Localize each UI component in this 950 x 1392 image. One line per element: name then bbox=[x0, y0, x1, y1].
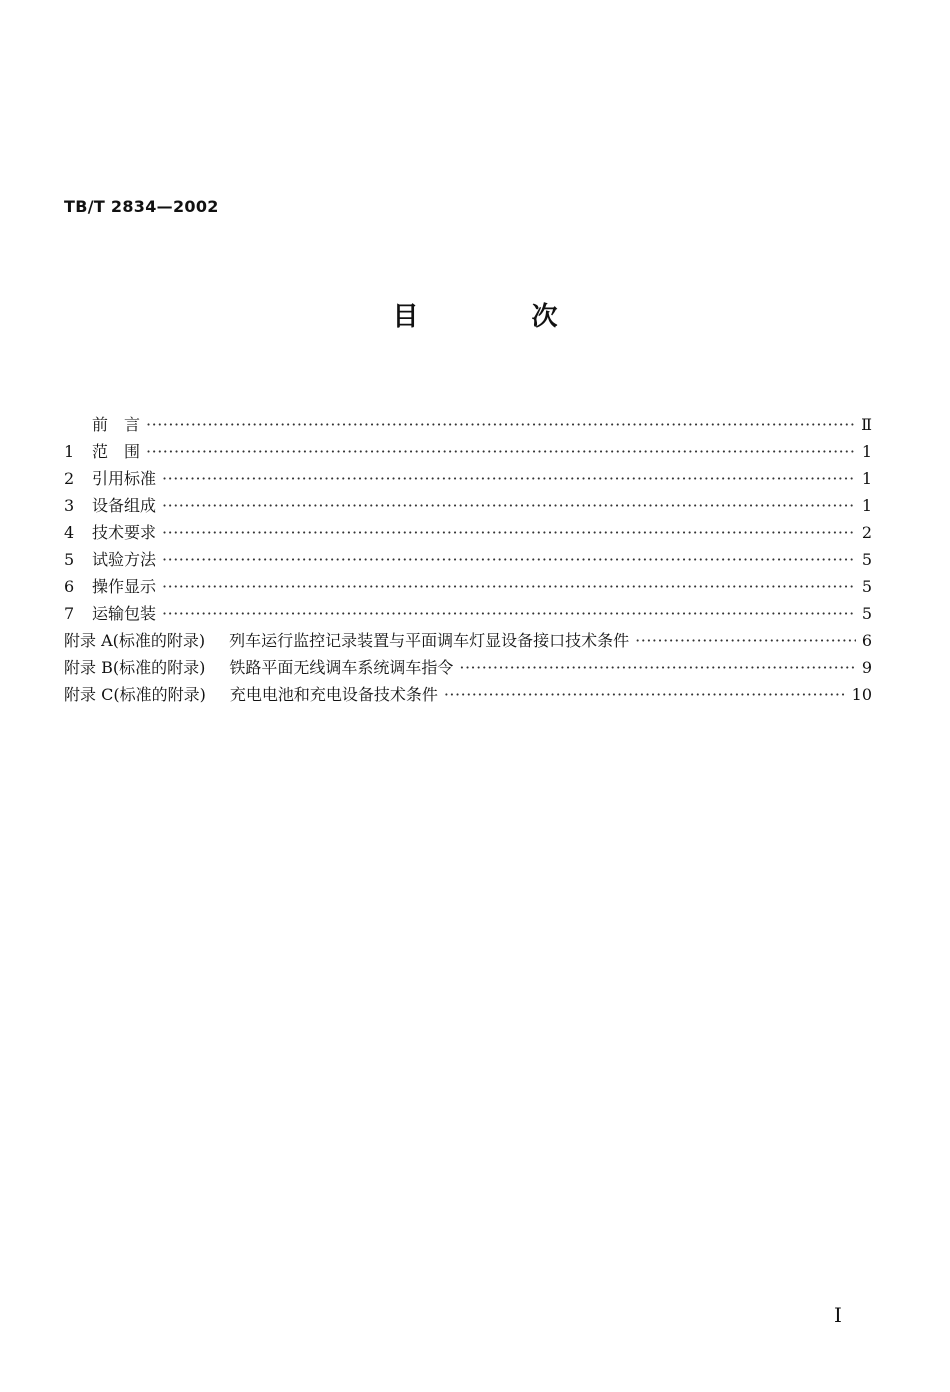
toc-number: 6 bbox=[64, 577, 75, 596]
toc-entry-packaging[interactable] bbox=[64, 600, 872, 627]
toc-page-number: 1 bbox=[861, 469, 872, 488]
toc-number: 4 bbox=[64, 523, 75, 542]
toc-title: 前 言 bbox=[92, 415, 141, 434]
toc-title: 列车运行监控记录装置与平面调车灯显设备接口技术条件 bbox=[229, 631, 630, 650]
toc-entry-appendix-b[interactable] bbox=[64, 654, 872, 681]
toc-entry-foreword[interactable] bbox=[64, 411, 872, 438]
toc-page-number: 1 bbox=[861, 496, 872, 515]
toc-number: 3 bbox=[64, 496, 75, 515]
toc-dot-leader bbox=[444, 681, 846, 708]
toc-dot-leader bbox=[162, 546, 856, 573]
toc-dot-leader bbox=[162, 492, 856, 519]
toc-title: 试验方法 bbox=[92, 550, 157, 569]
toc-title: 设备组成 bbox=[92, 496, 157, 515]
toc-title: 铁路平面无线调车系统调车指令 bbox=[229, 658, 454, 677]
toc-page-number: 10 bbox=[851, 685, 872, 704]
toc-title: 技术要求 bbox=[92, 523, 157, 542]
toc-page-number: 1 bbox=[861, 442, 872, 461]
appendix-prefix: 附录 B(标准的附录) bbox=[64, 658, 206, 677]
toc-page-number: 6 bbox=[861, 631, 872, 650]
toc-number: 2 bbox=[64, 469, 75, 488]
toc-dot-leader bbox=[162, 600, 856, 627]
toc-entry-test-methods[interactable] bbox=[64, 546, 872, 573]
appendix-prefix: 附录 A(标准的附录) bbox=[64, 631, 206, 650]
toc-page-number: 5 bbox=[861, 577, 872, 596]
toc-title: 范 围 bbox=[92, 442, 141, 461]
toc-entry-scope[interactable] bbox=[64, 438, 872, 465]
toc-page-number: 9 bbox=[861, 658, 872, 677]
toc-dot-leader bbox=[146, 438, 856, 465]
toc-page-number: 5 bbox=[861, 604, 872, 623]
standard-number: TB/T 2834—2002 bbox=[64, 197, 219, 216]
toc-page-number: Ⅱ bbox=[861, 415, 872, 434]
table-of-contents bbox=[64, 411, 872, 708]
page-number: I bbox=[834, 1303, 842, 1327]
toc-entry-equipment[interactable] bbox=[64, 492, 872, 519]
toc-entry-appendix-a[interactable] bbox=[64, 627, 872, 654]
toc-entry-references[interactable] bbox=[64, 465, 872, 492]
toc-page-number: 2 bbox=[861, 523, 872, 542]
toc-entry-appendix-c[interactable] bbox=[64, 681, 872, 708]
toc-entry-operation-display[interactable] bbox=[64, 573, 872, 600]
toc-number: 5 bbox=[64, 550, 75, 569]
toc-dot-leader bbox=[635, 627, 856, 654]
toc-entry-requirements[interactable] bbox=[64, 519, 872, 546]
toc-title: 引用标准 bbox=[92, 469, 157, 488]
toc-dot-leader bbox=[162, 519, 856, 546]
toc-dot-leader bbox=[459, 654, 855, 681]
toc-dot-leader bbox=[162, 465, 856, 492]
toc-dot-leader bbox=[146, 411, 855, 438]
toc-dot-leader bbox=[162, 573, 856, 600]
toc-number: 1 bbox=[64, 442, 75, 461]
appendix-prefix: 附录 C(标准的附录) bbox=[64, 685, 206, 704]
page-title: 目 次 bbox=[392, 302, 610, 332]
toc-title: 操作显示 bbox=[92, 577, 157, 596]
toc-page-number: 5 bbox=[861, 550, 872, 569]
toc-number: 7 bbox=[64, 604, 75, 623]
toc-title: 运输包装 bbox=[92, 604, 157, 623]
toc-title: 充电电池和充电设备技术条件 bbox=[229, 685, 438, 704]
